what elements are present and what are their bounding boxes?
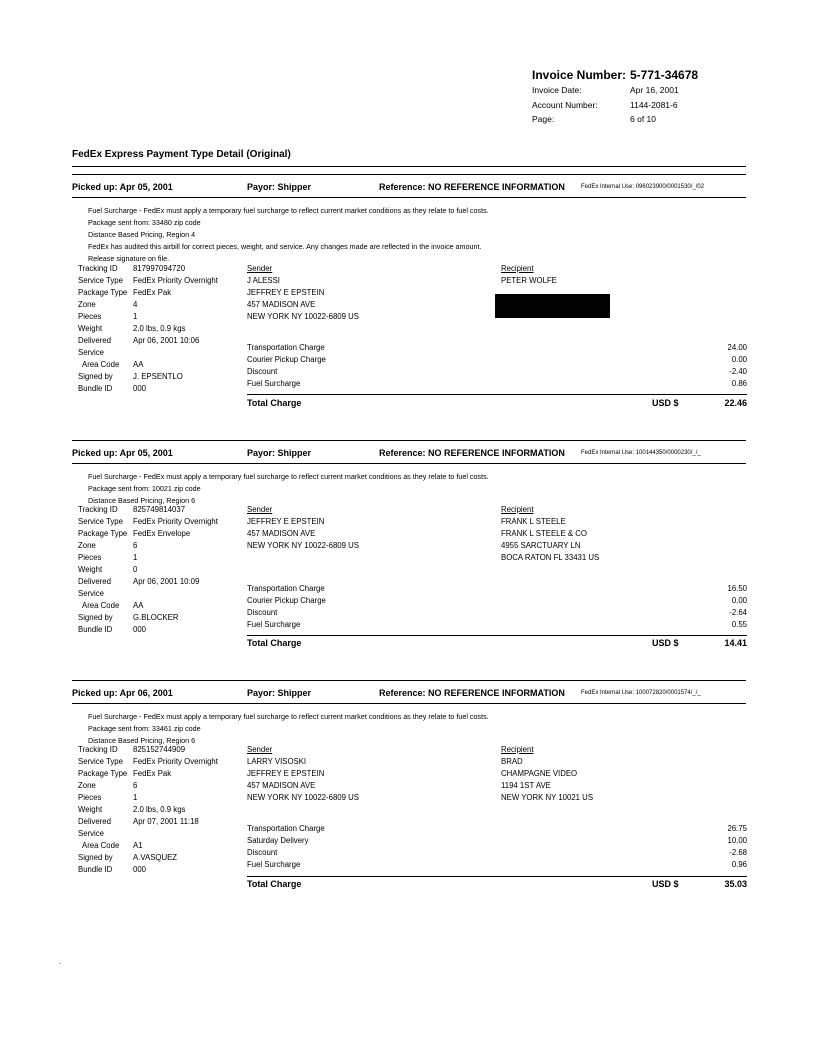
internal-use: FedEx Internal Use: 100144350/0000230/_/_ [581,450,701,456]
package-type-label: Package Type [78,769,128,778]
charge-row [247,824,747,836]
charge-label: Fuel Surcharge [247,620,301,629]
charge-row [247,836,747,848]
charge-label: Transportation Charge [247,343,325,352]
charge-amount: 0.96 [731,860,747,869]
service-type-label: Service Type [78,276,123,285]
pieces: 1 [133,312,138,321]
zone-label: Zone [78,781,96,790]
sender-line: J ALESSI [247,276,280,285]
invoice-date: Apr 16, 2001 [630,85,679,96]
shipment-top-rule [72,680,746,681]
charge-label: Transportation Charge [247,824,325,833]
total-currency: USD $ [652,879,679,889]
charge-row [247,355,747,367]
charge-amount: 0.00 [731,596,747,605]
sender-block [247,264,359,324]
charge-amount: 0.00 [731,355,747,364]
redaction-box [495,294,610,318]
signed-by: G.BLOCKER [133,613,179,622]
package-type-label: Package Type [78,529,128,538]
shipment-details [78,745,218,877]
sender-line: 457 MADISON AVE [247,300,316,309]
charge-row [247,596,747,608]
charge-label: Saturday Delivery [247,836,309,845]
charge-amount: 0.55 [731,620,747,629]
sender-line: 457 MADISON AVE [247,781,316,790]
sender-label: Sender [247,505,273,514]
weight-label: Weight [78,805,103,814]
service-type: FedEx Priority Overnight [133,517,218,526]
charge-row [247,608,747,620]
delivered: Apr 06, 2001 10:09 [133,577,200,586]
sender-line: JEFFREY E EPSTEIN [247,769,325,778]
signed-by-label: Signed by [78,853,113,862]
tracking-id: 825749814037 [133,505,186,514]
service-type-label: Service Type [78,517,123,526]
weight: 0 [133,565,138,574]
delivered: Apr 06, 2001 10:06 [133,336,200,345]
total-row [247,879,747,891]
total-row [247,638,747,650]
sender-line: JEFFREY E EPSTEIN [247,517,325,526]
invoice-number-row [532,66,698,83]
weight: 2.0 lbs, 0.9 kgs [133,324,186,333]
recipient-line: NEW YORK NY 10021 US [501,793,594,802]
account-number-row [532,98,698,113]
tracking-id-label: Tracking ID [78,264,118,273]
signed-by: J. EPSENTLO [133,372,183,381]
account-number-label: Account Number: [532,99,598,110]
total-amount: 35.03 [724,879,747,889]
page-label: Page: [532,114,555,125]
total-row [247,398,747,410]
note-line: Fuel Surcharge - FedEx must apply a temporary fuel surcharge to reflect current market conditions as they relate to fuel costs. [88,712,489,721]
signed-by-label: Signed by [78,613,113,622]
delivered-label: Delivered [78,336,111,345]
pieces-label: Pieces [78,312,102,321]
sender-line: NEW YORK NY 10022-6809 US [247,312,359,321]
note-line: Package sent from: 10021 zip code [88,484,201,493]
payor: Payor: Shipper [247,688,312,698]
sender-line: NEW YORK NY 10022-6809 US [247,541,359,550]
weight: 2.0 lbs, 0.9 kgs [133,805,186,814]
sender-line: LARRY VISOSKI [247,757,307,766]
sender-block [247,505,359,553]
charge-row [247,367,747,379]
pieces: 1 [133,553,138,562]
shipment-header [72,688,746,700]
package-type: FedEx Pak [133,288,172,297]
payor: Payor: Shipper [247,448,312,458]
shipment-header-rule [72,197,746,198]
area-code-label: Area Code [82,601,120,610]
total-rule [247,876,747,877]
payor: Payor: Shipper [247,182,312,192]
shipment-header [72,448,746,460]
recipient-line: BOCA RATON FL 33431 US [501,553,600,562]
bundle-id-label: Bundle ID [78,865,113,874]
charge-amount: 16.50 [727,584,747,593]
invoice-number: 5-771-34678 [630,67,699,82]
note-line: Distance Based Pricing, Region 4 [88,230,196,239]
charge-label: Fuel Surcharge [247,379,301,388]
note-line: Distance Based Pricing, Region 6 [88,496,196,505]
bundle-id: 000 [133,625,147,634]
service-label: Service [78,589,104,598]
shipment-notes [88,472,489,508]
reference: Reference: NO REFERENCE INFORMATION [379,688,565,698]
sender-block [247,745,359,805]
service-type-label: Service Type [78,757,123,766]
area-code: AA [133,601,144,610]
sender-line: 457 MADISON AVE [247,529,316,538]
charge-label: Discount [247,367,278,376]
invoice-date-row [532,83,698,98]
pieces: 1 [133,793,138,802]
note-line: FedEx has audited this airbill for correct pieces, weight, and service. Any changes made are reflected in the invoice amount. [88,242,482,251]
tracking-id-label: Tracking ID [78,505,118,514]
delivered: Apr 07, 2001 11:18 [133,817,199,826]
reference: Reference: NO REFERENCE INFORMATION [379,182,565,192]
total-amount: 14.41 [724,638,747,648]
recipient-label: Recipient [501,745,534,754]
recipient-line: CHAMPAGNE VIDEO [501,769,578,778]
total-rule [247,394,747,395]
charge-label: Fuel Surcharge [247,860,301,869]
recipient-block [501,505,599,565]
bundle-id: 000 [133,384,147,393]
note-line: Package sent from: 33480 zip code [88,218,201,227]
shipment-details [78,505,218,637]
recipient-line: 4955 SARCTUARY LN [501,541,581,550]
sender-line: NEW YORK NY 10022-6809 US [247,793,359,802]
internal-use: FedEx Internal Use: 096023900/0001530/_/02 [581,184,705,190]
charge-label: Transportation Charge [247,584,325,593]
service-label: Service [78,348,104,357]
recipient-line: PETER WOLFE [501,276,557,285]
sender-line: JEFFREY E EPSTEIN [247,288,325,297]
charge-row [247,620,747,632]
zone: 6 [133,541,138,550]
shipment-top-rule [72,440,746,441]
note-line: Fuel Surcharge - FedEx must apply a temporary fuel surcharge to reflect current market conditions as they relate to fuel costs. [88,472,489,481]
charge-row [247,379,747,391]
charge-label: Discount [247,848,278,857]
recipient-line: FRANK L STEELE & CO [501,529,587,538]
package-type: FedEx Envelope [133,529,191,538]
service-type: FedEx Priority Overnight [133,757,218,766]
zone-label: Zone [78,541,96,550]
area-code: A1 [133,841,143,850]
zone: 6 [133,781,138,790]
picked-up-date: Picked up: Apr 06, 2001 [72,688,173,698]
tracking-id: 825152744909 [133,745,186,754]
invoice-number-label: Invoice Number: [532,67,627,82]
shipment-details [78,264,218,396]
tracking-id: 817997094720 [133,264,186,273]
signed-by-label: Signed by [78,372,113,381]
bundle-id-label: Bundle ID [78,384,113,393]
charge-row [247,848,747,860]
charge-amount: -2.40 [729,367,747,376]
shipment-header [72,182,746,194]
pieces-label: Pieces [78,553,102,562]
recipient-block [501,745,593,805]
area-code-label: Area Code [82,360,120,369]
account-number: 1144-2081-6 [630,99,678,110]
shipment-notes [88,712,489,748]
charge-amount: -2.64 [729,608,747,617]
shipment-top-rule [72,174,746,175]
total-amount: 22.46 [724,398,747,408]
reference: Reference: NO REFERENCE INFORMATION [379,448,565,458]
sender-label: Sender [247,745,273,754]
charge-row [247,343,747,355]
weight-label: Weight [78,565,103,574]
page-row [532,112,698,127]
delivered-label: Delivered [78,577,111,586]
service-label: Service [78,829,104,838]
shipment-notes [88,206,489,266]
charge-amount: 24.00 [727,343,747,352]
area-code-label: Area Code [82,841,120,850]
recipient-line: BRAD [501,757,523,766]
page-title: FedEx Express Payment Type Detail (Original) [72,149,291,160]
shipment-header-rule [72,463,746,464]
charges-list [247,584,747,632]
recipient-label: Recipient [501,264,534,273]
recipient-line: 1194 1ST AVE [501,781,551,790]
footer-mark: . [59,957,62,966]
recipient-label: Recipient [501,505,534,514]
picked-up-date: Picked up: Apr 05, 2001 [72,448,173,458]
charge-row [247,860,747,872]
signed-by: A.VASQUEZ [133,853,178,862]
package-type-label: Package Type [78,288,128,297]
charge-row [247,584,747,596]
charge-amount: 26.75 [727,824,747,833]
area-code: AA [133,360,144,369]
charge-label: Discount [247,608,278,617]
recipient-block [501,264,557,288]
charges-list [247,824,747,872]
charge-label: Courier Pickup Charge [247,355,326,364]
package-type: FedEx Pak [133,769,172,778]
bundle-id-label: Bundle ID [78,625,113,634]
pieces-label: Pieces [78,793,102,802]
charges-list [247,343,747,391]
total-label: Total Charge [247,638,302,648]
note-line: Release signature on file. [88,254,170,263]
charge-label: Courier Pickup Charge [247,596,326,605]
zone-label: Zone [78,300,96,309]
tracking-id-label: Tracking ID [78,745,118,754]
invoice-date-label: Invoice Date: [532,85,582,96]
shipment-header-rule [72,703,746,704]
service-type: FedEx Priority Overnight [133,276,218,285]
invoice-header [532,66,698,127]
zone: 4 [133,300,138,309]
page-number: 6 of 10 [630,114,656,125]
charge-amount: -2.68 [729,848,747,857]
charge-amount: 0.86 [731,379,747,388]
charge-amount: 10.00 [727,836,747,845]
total-label: Total Charge [247,879,302,889]
delivered-label: Delivered [78,817,111,826]
weight-label: Weight [78,324,103,333]
total-label: Total Charge [247,398,302,408]
note-line: Distance Based Pricing, Region 6 [88,736,196,745]
total-rule [247,635,747,636]
picked-up-date: Picked up: Apr 05, 2001 [72,182,173,192]
note-line: Fuel Surcharge - FedEx must apply a temporary fuel surcharge to reflect current market conditions as they relate to fuel costs. [88,206,489,215]
note-line: Package sent from: 33461 zip code [88,724,201,733]
title-divider [72,166,746,167]
sender-label: Sender [247,264,273,273]
internal-use: FedEx Internal Use: 100072820/0001574/_/_ [581,690,701,696]
total-currency: USD $ [652,398,679,408]
total-currency: USD $ [652,638,679,648]
bundle-id: 000 [133,865,147,874]
recipient-line: FRANK L STEELE [501,517,566,526]
